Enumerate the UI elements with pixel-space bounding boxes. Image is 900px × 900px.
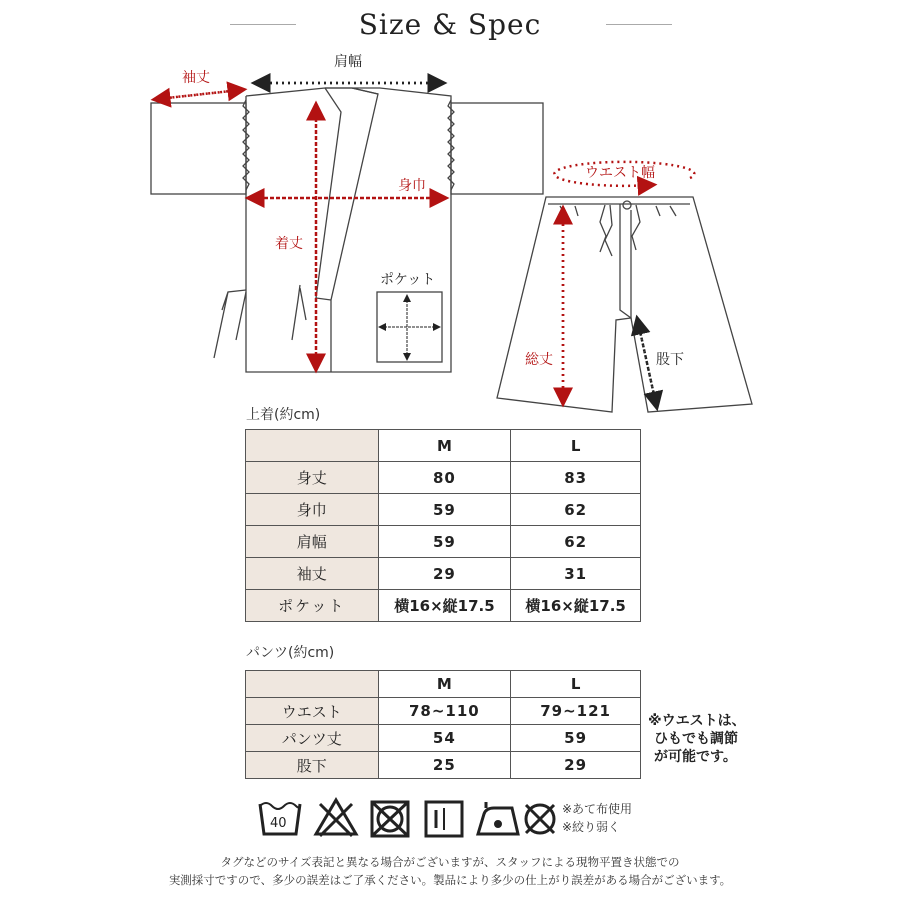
- value-m: 25: [378, 752, 511, 779]
- value-m: 54: [378, 725, 511, 752]
- table-row: [246, 558, 641, 590]
- svg-text:40: 40: [270, 816, 287, 831]
- waist-width-label: ウエスト幅: [585, 165, 655, 181]
- iron-low-icon: [478, 802, 518, 834]
- pants-table-caption: パンツ(約cm): [246, 645, 335, 661]
- value-m: 59: [378, 494, 511, 526]
- table-header-row: [246, 430, 641, 462]
- table-row: [246, 752, 641, 779]
- pants-spec-table: [245, 670, 641, 779]
- footer-line: 実測採寸ですので、多少の誤差はご了承ください。製品により多少の仕上がり誤差がある場合がございます。: [168, 873, 732, 887]
- value-l: 62: [511, 494, 641, 526]
- column-header-l: L: [511, 671, 641, 698]
- inseam-arrow: [638, 322, 656, 404]
- table-row: [246, 526, 641, 558]
- top-table-caption: 上着(約cm): [246, 407, 321, 423]
- table-corner-cell: [246, 671, 379, 698]
- care-note-line: ※あて布使用: [562, 802, 633, 816]
- value-l: 29: [511, 752, 641, 779]
- sleeve-arrow: [158, 90, 240, 99]
- value-m: 78~110: [378, 698, 511, 725]
- value-m: 59: [378, 526, 511, 558]
- pocket-label: ポケット: [380, 272, 436, 288]
- value-l: 59: [511, 725, 641, 752]
- no-tumble-dry-icon: [372, 802, 408, 836]
- waist-adjust-note: [648, 712, 746, 766]
- value-l: 31: [511, 558, 641, 590]
- sleeve-length-label: 袖丈: [182, 70, 210, 86]
- no-dry-clean-icon: [526, 805, 554, 833]
- pocket-arrows: [381, 297, 438, 358]
- row-label: パンツ丈: [246, 725, 379, 752]
- total-length-label: 総丈: [525, 352, 553, 368]
- table-row: [246, 494, 641, 526]
- wash-40-icon: [260, 803, 300, 834]
- no-bleach-icon: [316, 800, 356, 836]
- page-title: Size & Spec: [358, 8, 542, 41]
- value-l: 62: [511, 526, 641, 558]
- value-m: 横16×縦17.5: [378, 590, 511, 622]
- column-header-l: L: [511, 430, 641, 462]
- row-label: 袖丈: [246, 558, 379, 590]
- row-label: ウエスト: [246, 698, 379, 725]
- value-l: 横16×縦17.5: [511, 590, 641, 622]
- value-l: 83: [511, 462, 641, 494]
- value-m: 29: [378, 558, 511, 590]
- note-line: ※ウエストは、: [648, 713, 746, 729]
- row-label: ポケット: [246, 590, 379, 622]
- line-dry-icon: [426, 802, 462, 836]
- pants-outline: [497, 197, 752, 412]
- table-header-row: [246, 671, 641, 698]
- row-label: 身巾: [246, 494, 379, 526]
- note-line: が可能です。: [654, 749, 737, 765]
- table-row: [246, 725, 641, 752]
- table-row: [246, 590, 641, 622]
- top-spec-table: [245, 429, 641, 622]
- care-icons-row: [258, 796, 558, 840]
- body-length-label: 着丈: [275, 236, 303, 252]
- value-m: 80: [378, 462, 511, 494]
- column-header-m: M: [378, 430, 511, 462]
- disclaimer-footer: [0, 853, 900, 889]
- table-corner-cell: [246, 430, 379, 462]
- column-header-m: M: [378, 671, 511, 698]
- shoulder-width-label: 肩幅: [334, 54, 362, 70]
- row-label: 股下: [246, 752, 379, 779]
- care-note-line: ※絞り弱く: [562, 820, 621, 834]
- value-l: 79~121: [511, 698, 641, 725]
- note-line: ひもでも調節: [654, 731, 738, 747]
- footer-line: タグなどのサイズ表記と異なる場合がございますが、スタッフによる現物平置き状態での: [220, 855, 680, 869]
- row-label: 肩幅: [246, 526, 379, 558]
- jacket-outline: [151, 88, 543, 372]
- row-label: 身丈: [246, 462, 379, 494]
- inseam-label: 股下: [656, 352, 684, 368]
- care-notes: [562, 800, 632, 836]
- table-row: [246, 698, 641, 725]
- table-row: [246, 462, 641, 494]
- garment-diagram: [0, 0, 900, 420]
- body-width-label: 身巾: [398, 178, 426, 194]
